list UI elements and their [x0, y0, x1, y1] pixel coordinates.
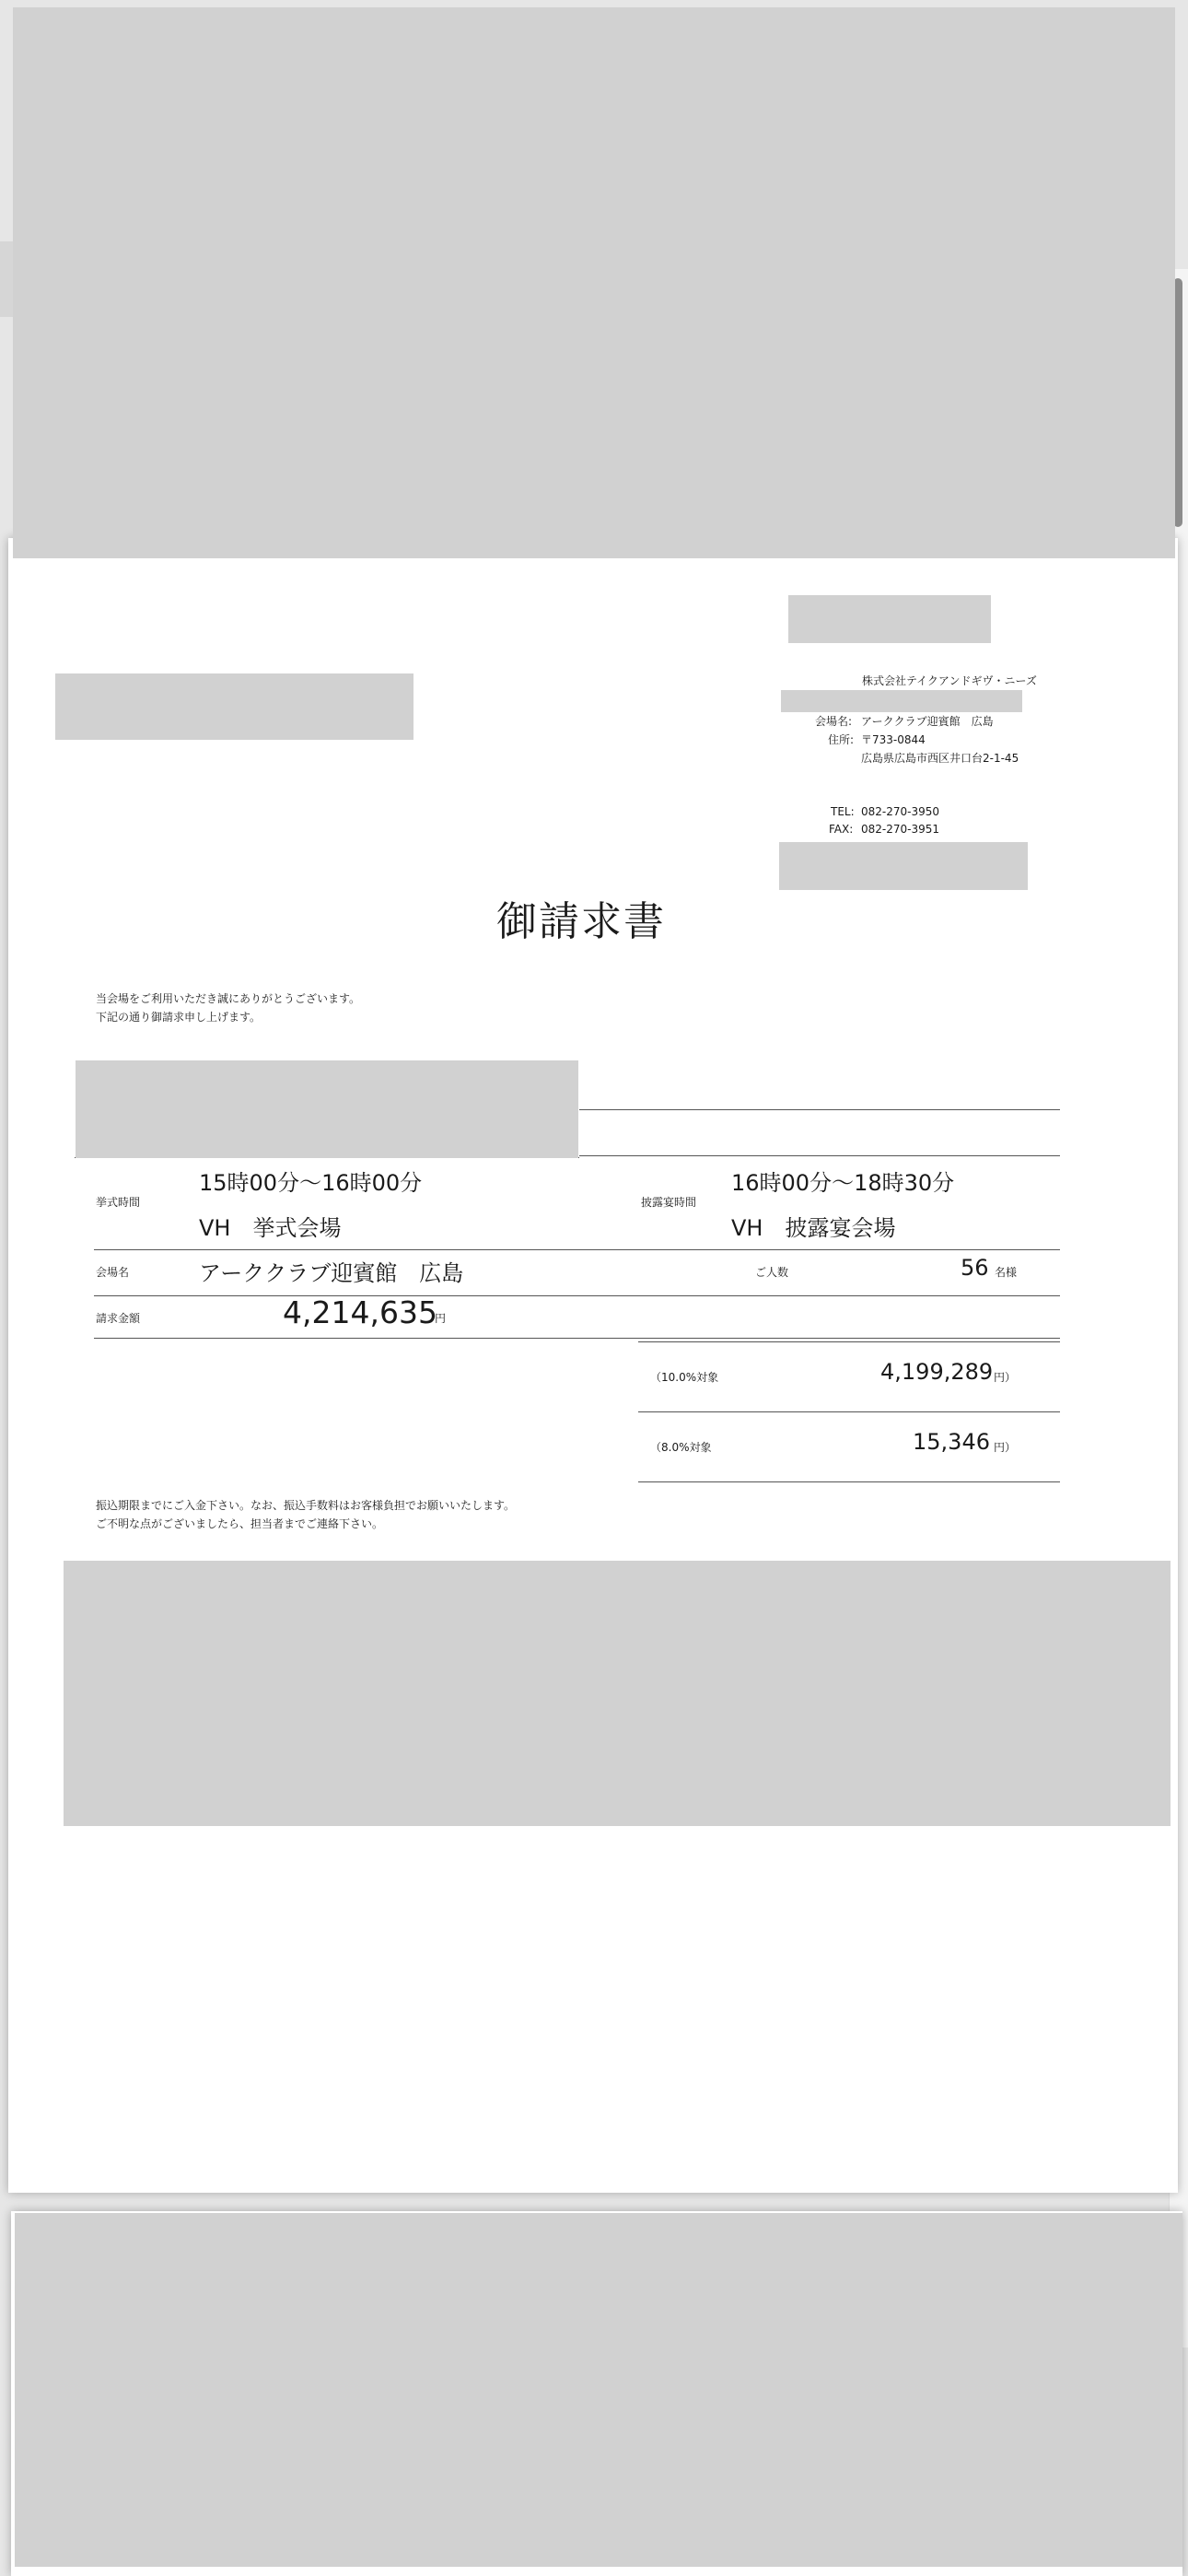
ceremony-venue: VH 挙式会場: [199, 1215, 342, 1241]
divider: [638, 1341, 1060, 1342]
tax10-unit: 円）: [994, 1371, 1017, 1384]
note-line-2: ご不明な点がございましたら、担当者までご連絡下さい。: [96, 1517, 384, 1530]
issuer-venue-label: 会場名:: [815, 715, 853, 728]
redacted-block-recipient: [55, 673, 413, 740]
divider: [94, 1249, 1060, 1250]
greeting-line-2: 下記の通り御請求申し上げます。: [96, 1011, 262, 1024]
greeting-line-1: 当会場をご利用いただき誠にありがとうございます。: [96, 992, 361, 1005]
guests-unit: 名様: [995, 1266, 1018, 1279]
redacted-block-bank-info: [64, 1561, 1171, 1826]
issuer-postal: 〒733-0844: [861, 733, 926, 746]
guests-label: ご人数: [755, 1266, 789, 1279]
tax8-value: 15,346: [913, 1429, 990, 1455]
tax10-value: 4,199,289: [880, 1359, 994, 1385]
note-line-1: 振込期限までにご入金下さい。なお、振込手数料はお客様負担でお願いいたします。: [96, 1499, 516, 1512]
redacted-block-addressee: [76, 1060, 578, 1158]
divider: [94, 1295, 1060, 1296]
recipient-line-1: [579, 1109, 1060, 1110]
amount-value: 4,214,635: [283, 1294, 437, 1330]
tax10-label: （10.0%対象: [650, 1371, 719, 1384]
amount-label: 請求金額: [96, 1312, 141, 1325]
page-title: 御請求書: [496, 898, 666, 945]
venue-label: 会場名: [96, 1266, 130, 1279]
redacted-block-issuer-line: [781, 690, 1022, 712]
invoice-page: [8, 538, 1178, 2193]
redacted-block-logo: [788, 595, 991, 643]
issuer-fax-label: FAX:: [829, 823, 854, 836]
issuer-address-label: 住所:: [828, 733, 855, 746]
tax8-label: （8.0%対象: [650, 1441, 712, 1454]
reception-time: 16時00分〜18時30分: [731, 1170, 955, 1196]
tax8-unit: 円）: [994, 1441, 1017, 1454]
amount-unit: 円: [435, 1312, 447, 1325]
guests-value: 56: [961, 1255, 989, 1281]
reception-time-label: 披露宴時間: [641, 1196, 697, 1209]
divider: [638, 1411, 1060, 1412]
ceremony-time: 15時00分〜16時00分: [199, 1170, 423, 1196]
issuer-tel-label: TEL:: [831, 805, 855, 818]
divider: [638, 1481, 1060, 1482]
redacted-block-next-page: [15, 2213, 1182, 2567]
reception-venue: VH 披露宴会場: [731, 1215, 896, 1241]
issuer-venue-value: アーククラブ迎賓館 広島: [861, 715, 994, 728]
redacted-block-seal: [779, 842, 1028, 890]
recipient-line-2: [579, 1155, 1060, 1156]
issuer-address: 広島県広島市西区井口台2-1-45: [861, 752, 1019, 765]
venue-value: アーククラブ迎賓館 広島: [199, 1260, 464, 1286]
issuer-fax: 082-270-3951: [861, 823, 940, 836]
company-name: 株式会社テイクアンドギヴ・ニーズ: [862, 674, 1037, 687]
issuer-tel: 082-270-3950: [861, 805, 940, 818]
redacted-block-header: [13, 7, 1175, 558]
ceremony-time-label: 挙式時間: [96, 1196, 141, 1209]
divider: [94, 1338, 1060, 1339]
